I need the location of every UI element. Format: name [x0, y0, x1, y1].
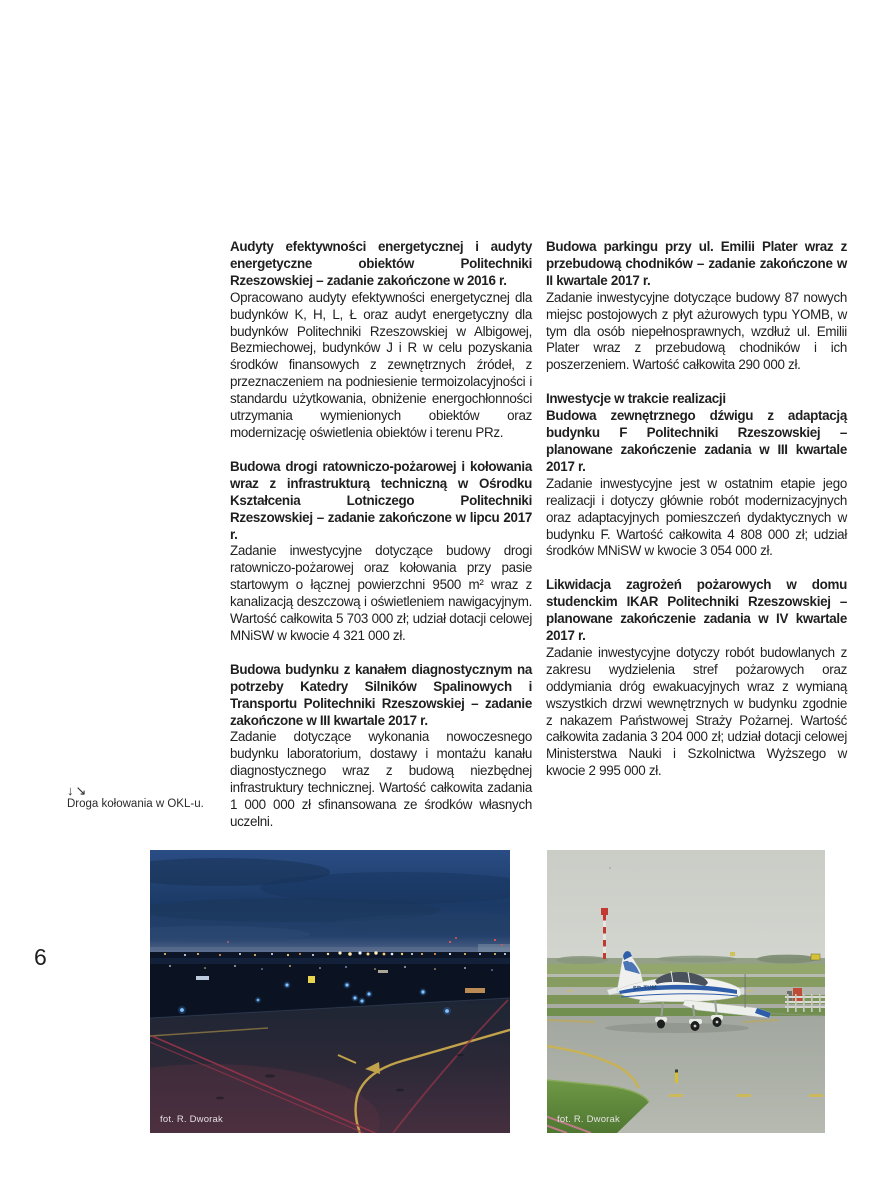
article-section: [546, 577, 847, 780]
section-body: Zadanie inwestycyjne dotyczy robót budowlanych z zakresu wydzielenia stref pożarowych oraz oddymiania dróg ewakuacyjnych wraz z wymianą wszystkich drzwi wewnętrznych w budynku zgodnie z nakazem Państwowej Straży Pożarnej. Wartość całkowita zadania 3 204 000 zł; udział dotacji celowej Ministerstwa Nauki i Szkolnictwa Wyższego w kwocie 2 995 000 zł.: [546, 644, 847, 779]
section-body: Zadanie inwestycyjne jest w ostatnim etapie jego realizacji i dotyczy głównie robót modernizacyjnych oraz adaptacyjnych pomieszczeń dydaktycznych w budynku F. Wartość całkowita 4 808 000 zł; udział środków MNiSW w kwocie 3 054 000 zł.: [546, 475, 847, 559]
distant-bird: [609, 867, 611, 869]
section-body: Zadanie inwestycyjne dotyczące budowy drogi ratowniczo-pożarowej oraz kołowania przy pasie startowym o łącznej powierzchni 9500 m² wraz z kanalizacją deszczową i oświetleniem nawigacyjnym. Wartość całkowita 5 703 000 zł; udział dotacji celowej MNiSW w kwocie 4 321 000 zł.: [230, 543, 532, 643]
photo-night-taxiway: [150, 850, 510, 1133]
airplane-image: [547, 850, 825, 1133]
photo-airplane: [547, 850, 825, 1133]
section-heading: Budowa budynku z kanałem diagnostycznym na potrzeby Katedry Silników Spalinowych i Transportu Politechniki Rzeszowskiej – zadanie zakończone w III kwartale 2017 r.: [230, 661, 532, 728]
article-section: [230, 239, 532, 442]
section-heading: Likwidacja zagrożeń pożarowych w domu studenckim IKAR Politechniki Rzeszowskiej – planowane zakończenie zadania w IV kwartale 2017 r.: [546, 577, 847, 644]
night-taxiway-image: [150, 850, 510, 1133]
caption-text: Droga kołowania w OKL-u.: [67, 798, 204, 810]
section-body: Zadanie dotyczące wykonania nowoczesnego budynku laboratorium, dostawy i montażu kanału diagnostycznego wraz z budową niezbędnej infrastruktury technicznej. Wartość całkowita zadania 1 000 000 zł sfinansowana ze środków własnych uczelni.: [230, 729, 532, 829]
registration-text: SP-TUM: [632, 985, 658, 992]
lit-board: [465, 988, 485, 993]
article-section: [546, 239, 847, 374]
section-body: Opracowano audyty efektywności energetycznej dla budynków K, H, L, Ł oraz audyt energetyczny dla budynków Politechniki Rzeszowskiej w Albigowej, Bezmiechowej, budynków J i R w celu pozyskania środków finansowych z zewnętrznych źródeł, z przeznaczeniem na podniesienie termoizolacyjności i standardu użytkowania, obniżenie energochłonności utrzymania wymienionych obiektów oraz modernizację oświetlenia obiektów i terenu PRz.: [230, 289, 532, 440]
propeller-blur: [744, 974, 746, 1008]
lit-sign: [196, 976, 209, 980]
page-number: 6: [34, 944, 47, 970]
article-section: [230, 662, 532, 831]
column-right: [546, 239, 847, 797]
article-section: [546, 408, 847, 560]
section-body: Zadanie inwestycyjne dotyczące budowy 87 nowych miejsc postojowych z płyt ażurowych typu YOMB, w tym dla osób niepełnosprawnych, wzdłuż ul. Emilii Plater wraz z przebudową chodników i ich poszerzeniem. Wartość całkowita 290 000 zł.: [546, 289, 847, 373]
section-heading: Audyty efektywności energetycznej i audyty energetyczne obiektów Politechniki Rzeszowskiej – zadanie zakończone w 2016 r.: [230, 239, 532, 288]
subheading-inwestycje: Inwestycje w trakcie realizacji: [546, 391, 726, 407]
caption-arrows: [67, 784, 204, 797]
section-heading: Budowa zewnętrznego dźwigu z adaptacją budynku F Politechniki Rzeszowskiej – planowane zakończenie zadania w III kwartale 2017 r.: [546, 408, 847, 474]
down-right-arrow-icon: ↘: [75, 783, 89, 798]
yellow-taxiway-sign: [308, 976, 315, 983]
section-heading: Budowa drogi ratowniczo-pożarowej i kołowania wraz z infrastrukturą techniczną w Ośrodku Kształcenia Lotniczego Politechniki Rzeszowskiej – zadanie zakończone w lipcu 2017 r.: [230, 458, 532, 542]
photo-caption-note: [67, 784, 204, 812]
column-left: [230, 239, 532, 848]
marker-post: [675, 1070, 678, 1084]
article-section: [230, 459, 532, 645]
section-heading: Budowa parkingu przy ul. Emilii Plater wraz z przebudową chodników – zadanie zakończone w II kwartale 2017 r.: [546, 239, 847, 288]
photo-credit: fot. R. Dworak: [557, 1114, 620, 1125]
photo-credit: fot. R. Dworak: [160, 1114, 223, 1125]
taxiway-sign: [811, 954, 820, 960]
down-arrow-icon: ↓: [67, 783, 76, 798]
